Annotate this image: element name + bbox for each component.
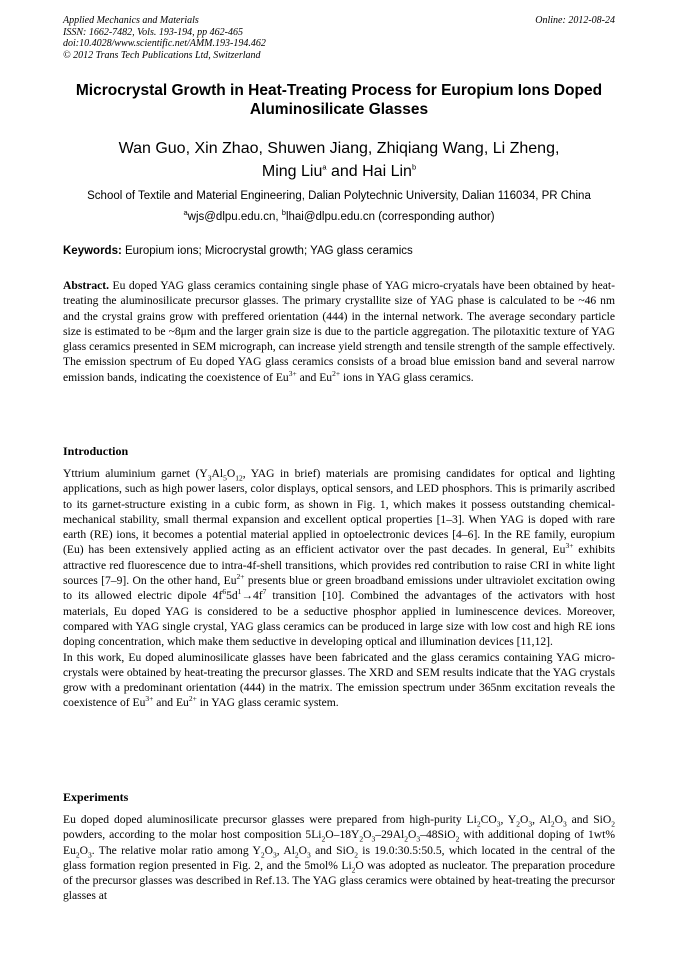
exp-sub: 2 xyxy=(404,834,409,844)
intro-sup: 7 xyxy=(262,587,267,597)
issn-line: ISSN: 1662-7482, Vols. 193-194, pp 462-465 xyxy=(63,26,243,38)
exp-text: O xyxy=(79,843,89,857)
intro-sup: 3+ xyxy=(565,541,574,551)
experiments-paragraph xyxy=(63,812,615,904)
exp-sub: 2 xyxy=(455,834,460,844)
intro-text: exhibits attractive red fluorescence due to intra-4f-shell transitions, which provides red contribution to raise CRI in white light sources [7–9]. On the other hand, Eu xyxy=(63,543,615,588)
exp-sub: 2 xyxy=(351,865,356,875)
copyright-line: © 2012 Trans Tech Publications Ltd, Switzerland xyxy=(63,49,261,61)
exp-sub: 3 xyxy=(273,849,277,859)
exp-text: O xyxy=(408,828,417,842)
exp-sub: 3 xyxy=(496,819,501,829)
title-line-1: Microcrystal Growth in Heat-Treating Process for Europium Ions Doped xyxy=(75,82,603,99)
intro-paragraph-1 xyxy=(63,466,615,650)
abstract-sup: 3+ xyxy=(288,368,297,378)
exp-text: O xyxy=(519,813,529,826)
author-emails xyxy=(40,210,638,224)
exp-sub: 2 xyxy=(294,849,299,859)
exp-text: , Al xyxy=(276,843,295,857)
introduction-heading: Introduction xyxy=(63,444,129,458)
exp-text: O xyxy=(264,843,273,857)
keywords xyxy=(63,244,615,258)
exp-sub: 2 xyxy=(476,819,481,829)
exp-text: O xyxy=(554,813,563,826)
exp-sub: 2 xyxy=(321,834,326,844)
intro-sub: 12 xyxy=(235,473,243,483)
exp-text: Eu doped doped aluminosilicate precursor glasses were prepared from high-purity Li xyxy=(63,813,477,826)
exp-text: , Y xyxy=(500,813,517,826)
intro-text: presents blue or green broadband emissions under ultraviolet excitation owing to its allowed electric dipole 4f xyxy=(63,574,615,603)
exp-text: and SiO xyxy=(566,813,612,826)
exp-sub: 2 xyxy=(75,849,80,859)
intro-text: transition [10]. Combined the advantages of the activators with host materials, Eu doped YAG is considered to be a seductive phosphor applied in luminescence devices. Moreover, compared with YAG single crystal, YAG glass ceramics can be produced in large size with low cost and high RE ions doping concentration, which make them seductive in developing optical and illumination devices [11,12]. xyxy=(63,589,615,649)
exp-sub: 3 xyxy=(528,819,533,829)
keywords-text: Europium ions; Microcrystal growth; YAG glass ceramics xyxy=(121,245,413,257)
author-and: and xyxy=(326,163,363,180)
online-date: Online: 2012-08-24 xyxy=(535,15,615,26)
exp-text: with additional doping of 1wt% Eu xyxy=(63,828,615,857)
intro-sup: 6 xyxy=(222,587,227,597)
keywords-label: Keywords: xyxy=(63,245,122,257)
authors-line-2 xyxy=(40,160,638,183)
intro-paragraph-2 xyxy=(63,650,615,711)
abstract-text: ions in YAG glass ceramics. xyxy=(340,370,474,384)
author-sup-a: a xyxy=(322,162,327,172)
author-sup-b: b xyxy=(411,162,417,172)
intro-text: O xyxy=(226,467,236,480)
abstract-sup: 2+ xyxy=(332,368,341,378)
intro-text: , YAG in brief) materials are promising candidates for optical and lighting applications, such as high power lasers, color displays, optical sensors, and LED phosphors. This is primarily ascribed to its garnet-structure existing in a cubic form, as shown in Fig. 1, which makes it possess outstanding chemical-mechanical stability, small thermal expansion and excellent optical properties [1–3]. When YAG is doped with rare earth (RE) ions, it becomes a potential material applied in optoelectronic devices [4–6]. In the RE family, europium (Eu) has been extensively applied acting as an efficient activator over the past decades. In general, Eu xyxy=(63,467,616,557)
intro-sup: 2+ xyxy=(236,572,245,582)
exp-sub: 3 xyxy=(416,834,421,844)
exp-text: O was adopted as nucleator. The preparation procedure of the precursor glasses was described in Ref.13. The YAG glass ceramics were obtained by heat-treating the precursor glasses at xyxy=(63,858,615,903)
authors-line-1: Wan Guo, Xin Zhao, Shuwen Jiang, Zhiqiang Wang, Li Zheng, xyxy=(118,140,560,157)
exp-sub: 2 xyxy=(260,849,265,859)
intro-sup: 1 xyxy=(237,587,242,597)
email-sup-a: a xyxy=(183,208,188,218)
author-hai-lin: Hai Lin xyxy=(362,163,412,180)
exp-sub: 2 xyxy=(550,819,555,829)
doi-line: doi:10.4028/www.scientific.net/AMM.193-194.462 xyxy=(63,38,266,49)
exp-text: and SiO xyxy=(310,843,355,857)
paper-title xyxy=(40,81,638,119)
author-list xyxy=(40,137,638,183)
exp-text: O xyxy=(298,843,308,857)
title-line-2: Aluminosilicate Glasses xyxy=(249,101,429,118)
intro-text: →4f xyxy=(241,589,263,603)
introduction-body xyxy=(63,466,615,711)
journal-name: Applied Mechanics and Materials xyxy=(63,15,199,26)
exp-sub: 2 xyxy=(354,849,358,859)
exp-text: is 19.0:30.5:50.5, which located in the central of the glass formation region presented in Fig. 2, and the 5mol% Li xyxy=(63,843,616,872)
abstract xyxy=(63,278,615,385)
intro-text: Al xyxy=(211,467,224,480)
exp-text: , Al xyxy=(532,813,551,826)
abstract-text: Eu doped YAG glass ceramics containing single phase of YAG micro-cryatals have been obtained by heat-treating the aluminosilicate precursor glasses. The primary crystallite size of YAG phase is calculated to be ~46 nm and the crystal grains grow with preffered orientation (444) in the internal network. The average secondary particle size is estimated to be ~8μm and the larger grain size is due to the particle aggregation. The pilotaxitic texture of YAG glass ceramics presented in SEM micrograph, can increase yield strength and tensile strength of the sample effectively. The emission spectrum of Eu doped YAG glass ceramics consists of a broad blue emission band and several narrow emission bands, indicating the coexistence of Eu xyxy=(63,279,615,384)
experiments-heading: Experiments xyxy=(63,790,129,804)
exp-sub: 3 xyxy=(562,819,567,829)
journal-header xyxy=(63,15,615,61)
exp-sub: 3 xyxy=(307,849,311,859)
exp-sub: 2 xyxy=(611,819,615,829)
intro-sup: 3+ xyxy=(145,694,154,704)
exp-sub: 2 xyxy=(516,819,520,829)
exp-text: –29Al xyxy=(375,828,405,842)
author-ming-liu: Ming Liu xyxy=(261,163,323,180)
intro-text: and Eu xyxy=(153,696,189,710)
affiliation: School of Textile and Material Engineering, Dalian Polytechnic University, Dalian 116034, PR China xyxy=(87,190,591,202)
exp-text: –48SiO xyxy=(420,828,456,842)
abstract-text: and Eu xyxy=(296,370,333,384)
exp-sub: 2 xyxy=(359,834,364,844)
abstract-label: Abstract. xyxy=(63,279,110,292)
intro-text: 5d xyxy=(226,589,238,603)
experiments-body xyxy=(63,812,615,904)
intro-sup: 2+ xyxy=(188,694,197,704)
intro-sub: 5 xyxy=(223,473,227,483)
intro-text: in YAG glass ceramic system. xyxy=(196,696,339,710)
exp-text: powders, according to the molar host composition 5Li xyxy=(63,828,322,842)
exp-sub: 3 xyxy=(371,834,376,844)
email-a[interactable]: wjs@dlpu.edu.cn, xyxy=(187,211,282,223)
exp-text: . The relative molar ratio among Y xyxy=(91,843,261,857)
exp-sub: 3 xyxy=(88,849,92,859)
intro-sub: 3 xyxy=(207,473,212,483)
exp-text: O–18Y xyxy=(325,828,360,842)
exp-text: CO xyxy=(480,813,497,826)
intro-text: Yttrium aluminium garnet (Y xyxy=(63,467,208,480)
email-b[interactable]: lhai@dlpu.edu.cn (corresponding author) xyxy=(285,211,495,223)
intro-text: In this work, Eu doped aluminosilicate glasses have been fabricated and the glass ceramics containing YAG micro-crystals were obtained by heat-treating the precursor glasses. The XRD and SEM results indicate that the YAG crystals grow with a predominant orientation (444) in the matrix. The emission spectrum under 365nm excitation reveals the coexistence of Eu xyxy=(63,650,615,710)
exp-text: O xyxy=(363,828,372,842)
email-sup-b: b xyxy=(281,208,286,218)
